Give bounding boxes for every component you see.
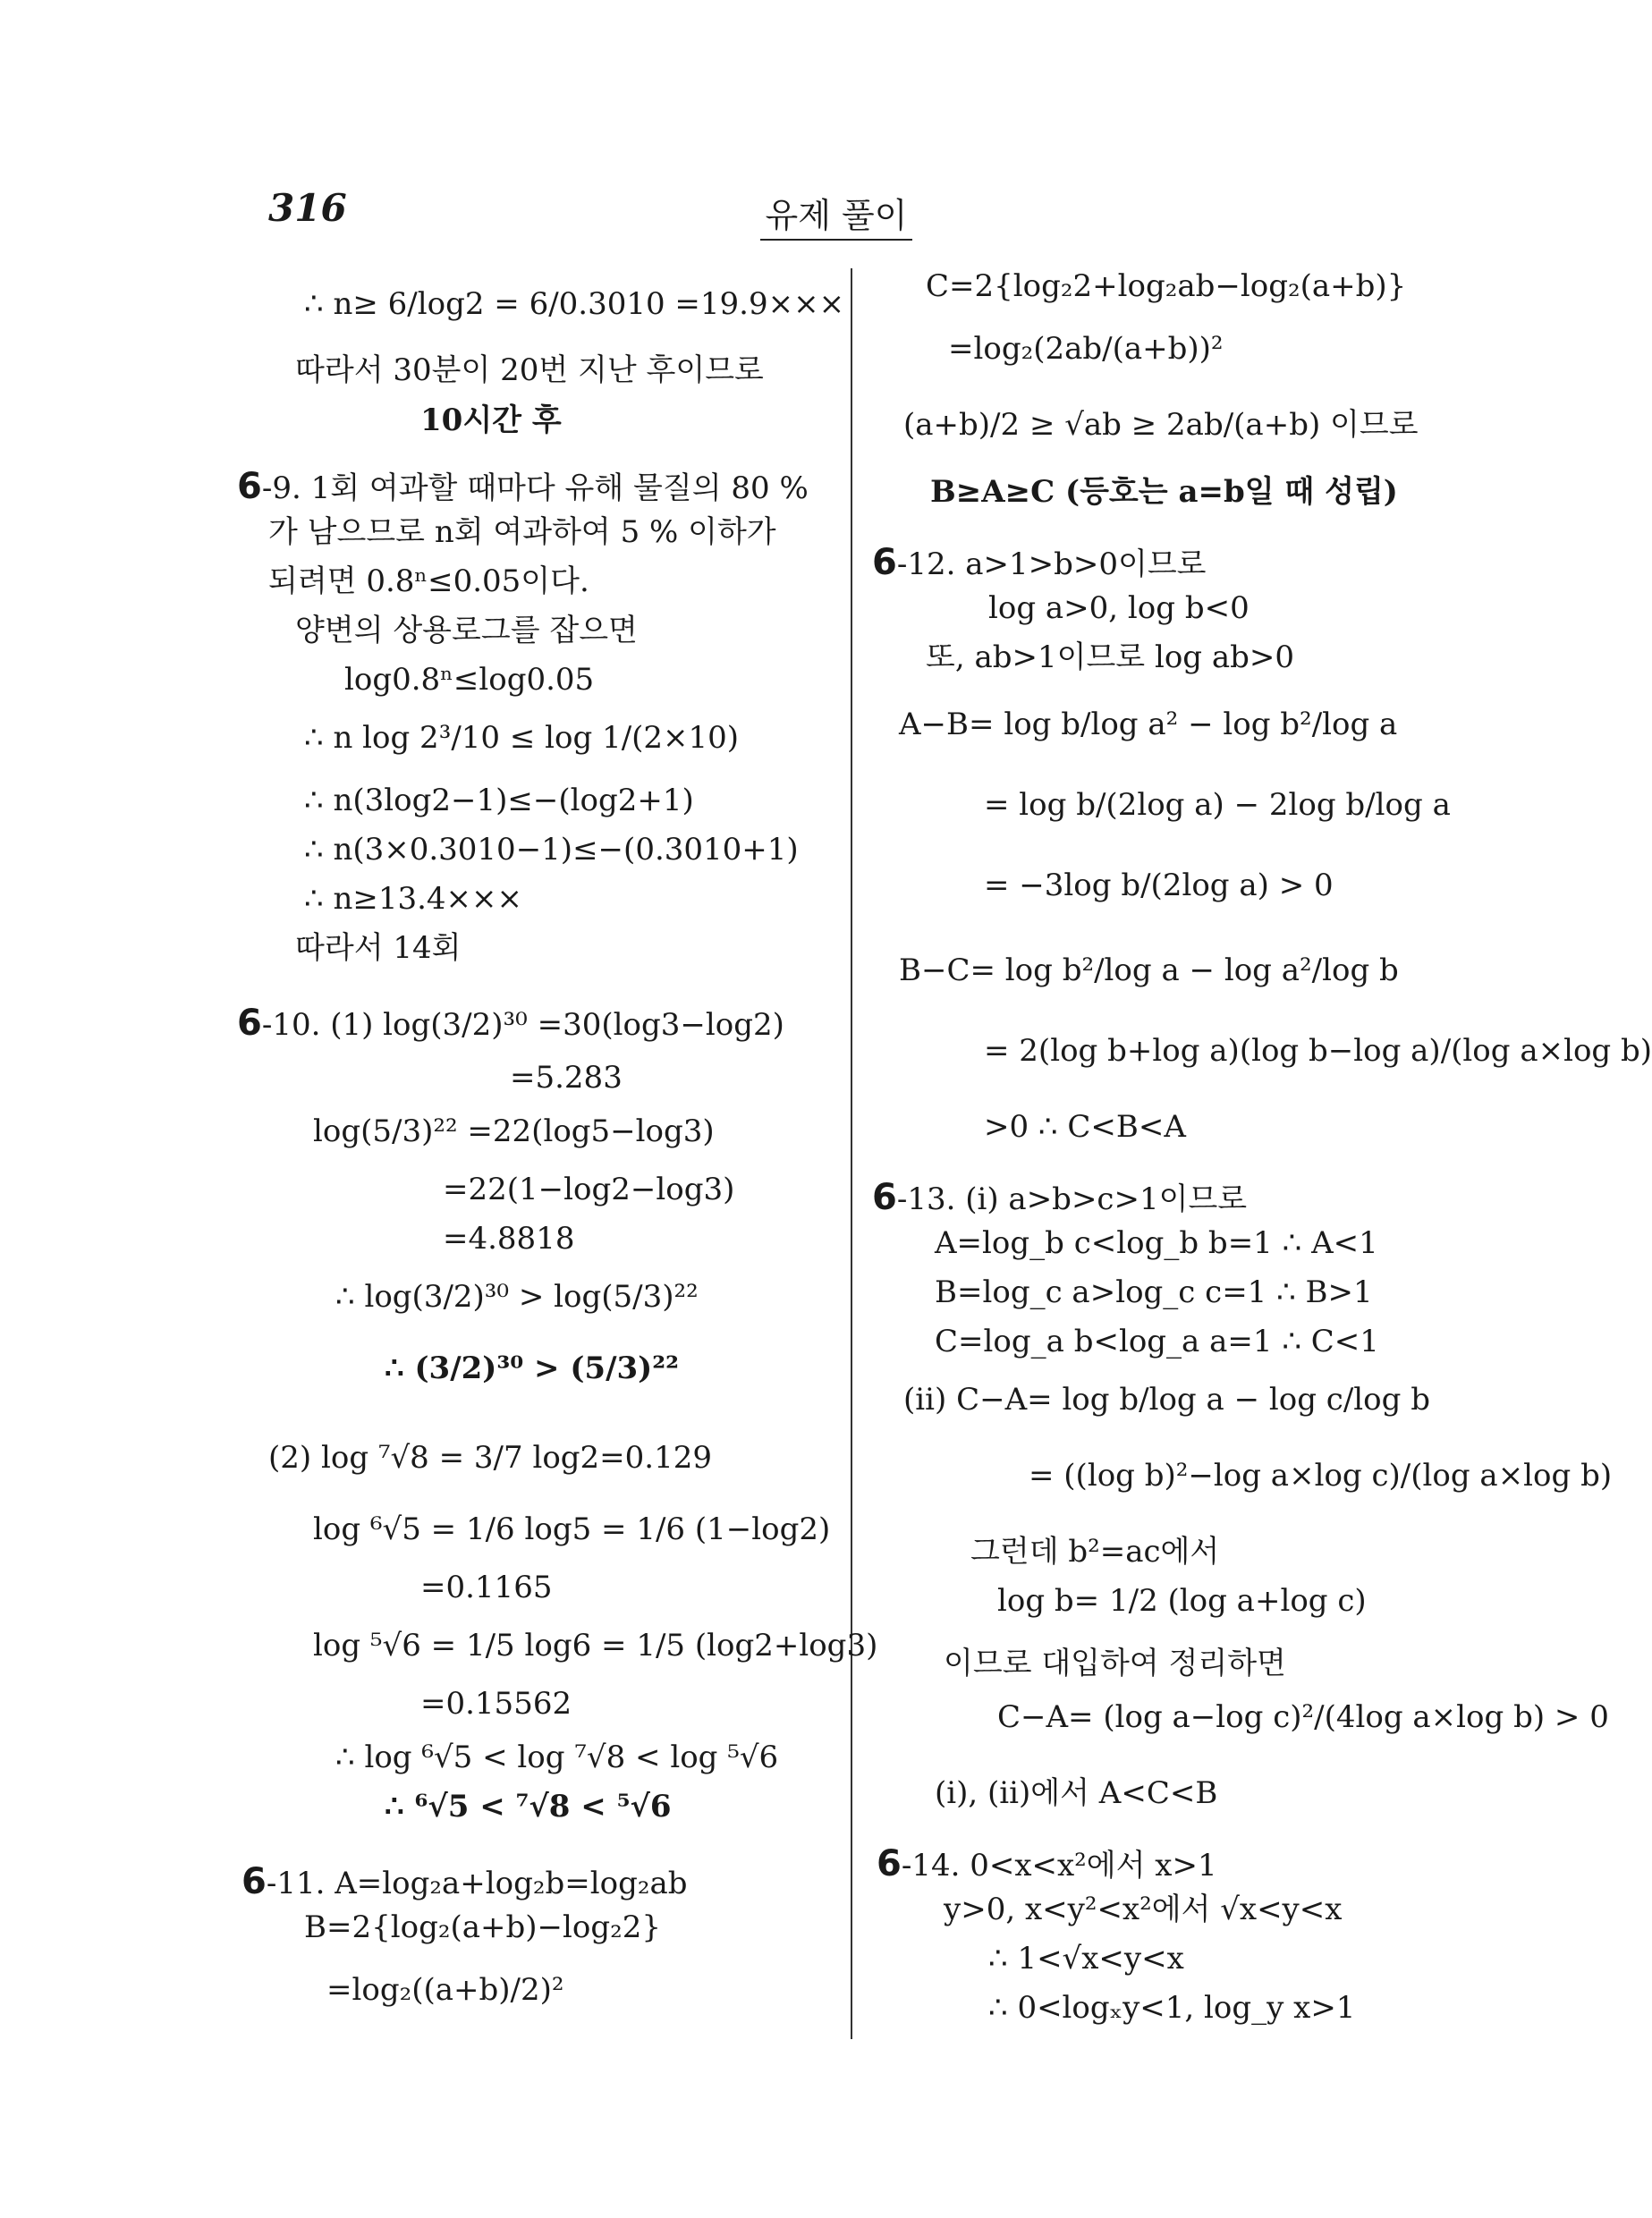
line-text: 가 남으므로 n회 여과하여 5 % 이하가	[268, 514, 776, 550]
right-column-line	[988, 590, 1250, 627]
line-text: 따라서 30분이 20번 지난 후이므로	[295, 352, 764, 388]
line-text: -12. a>1>b>0이므로	[896, 546, 1207, 582]
right-column-line	[872, 1176, 1247, 1219]
left-column-line	[304, 1909, 661, 1946]
line-text: log a>0, log b<0	[988, 590, 1250, 626]
left-column-line	[237, 1002, 784, 1045]
page-number: 316	[268, 186, 347, 230]
right-column-line	[903, 407, 1419, 444]
left-column-line	[326, 1972, 564, 2009]
line-text: =4.8818	[443, 1221, 575, 1257]
left-column-line	[241, 1860, 688, 1903]
line-text: =log₂((a+b)/2)²	[326, 1972, 564, 2008]
right-column-line	[935, 1775, 1217, 1812]
right-column-line	[903, 1382, 1430, 1418]
right-column-line	[944, 1892, 1342, 1928]
right-column-line	[926, 268, 1406, 305]
left-column-line	[295, 613, 638, 649]
left-column-line	[295, 930, 461, 967]
section-title: 유제 풀이	[760, 188, 912, 241]
right-column-line	[988, 1990, 1355, 2027]
line-text: B=log_c a>log_c c=1 ∴ B>1	[935, 1274, 1373, 1310]
left-column-line	[443, 1172, 734, 1208]
right-column-line	[872, 541, 1207, 584]
left-column-line	[313, 1511, 830, 1548]
line-text: C−A= (log a−log c)²/(4log a×log b) > 0	[997, 1699, 1609, 1735]
problem-number-mark: 6	[237, 466, 262, 507]
left-column-line	[335, 1740, 778, 1776]
problem-number-mark: 6	[872, 1177, 897, 1218]
line-text: ∴ n log 2³/10 ≤ log 1/(2×10)	[304, 720, 740, 756]
left-column-line	[304, 783, 694, 819]
left-column-line	[313, 1628, 877, 1664]
left-column-line	[510, 1060, 623, 1096]
line-text: 되려면 0.8ⁿ≤0.05이다.	[268, 563, 589, 599]
line-text: =log₂(2ab/(a+b))²	[948, 331, 1224, 367]
line-text: ∴ n(3log2−1)≤−(log2+1)	[304, 783, 694, 818]
right-column-line	[899, 952, 1399, 989]
left-column-line	[420, 1570, 552, 1606]
line-text: ∴ log(3/2)³⁰ > log(5/3)²²	[335, 1279, 699, 1315]
line-text: log ⁶√5 = 1/6 log5 = 1/6 (1−log2)	[313, 1511, 831, 1547]
left-column-line	[304, 832, 799, 868]
right-column-line	[877, 1842, 1217, 1885]
problem-number-mark: 6	[237, 1003, 262, 1044]
problem-number-mark: 6	[877, 1843, 902, 1884]
line-text: ∴ 0<logₓy<1, log_y x>1	[988, 1990, 1356, 2026]
line-text: 10시간 후	[420, 402, 562, 438]
left-column-line	[385, 1350, 679, 1387]
right-column-line	[970, 1534, 1219, 1570]
line-text: ∴ ⁶√5 < ⁷√8 < ⁵√6	[385, 1789, 672, 1824]
line-text: log b= 1/2 (log a+log c)	[997, 1583, 1367, 1619]
right-column-line	[984, 1033, 1652, 1070]
left-column-line	[304, 881, 522, 918]
left-column-line	[420, 402, 562, 439]
left-column-line	[344, 662, 594, 698]
line-text: -13. (i) a>b>c>1이므로	[896, 1181, 1248, 1217]
right-column-line	[926, 639, 1294, 676]
column-divider	[851, 268, 852, 2039]
line-text: = −3log b/(2log a) > 0	[984, 868, 1334, 903]
line-text: A−B= log b/log a² − log b²/log a	[899, 707, 1398, 742]
problem-number-mark: 6	[872, 542, 897, 583]
line-text: =5.283	[510, 1060, 623, 1096]
line-text: ∴ n(3×0.3010−1)≤−(0.3010+1)	[304, 832, 799, 868]
right-column-line	[997, 1583, 1367, 1620]
line-text: ∴ n≥ 6/log2 = 6/0.3010 =19.9×××	[304, 286, 845, 322]
right-column-line	[935, 1274, 1373, 1311]
line-text: (a+b)/2 ≥ √ab ≥ 2ab/(a+b) 이므로	[903, 407, 1419, 443]
line-text: B=2{log₂(a+b)−log₂2}	[304, 1909, 662, 1945]
right-column-line	[1029, 1458, 1612, 1494]
line-text: =22(1−log2−log3)	[443, 1172, 735, 1207]
right-column-line	[899, 707, 1397, 743]
line-text: >0 ∴ C<B<A	[984, 1109, 1186, 1145]
line-text: = log b/(2log a) − 2log b/log a	[984, 787, 1451, 823]
line-text: 따라서 14회	[295, 930, 462, 966]
left-column-line	[304, 286, 844, 323]
left-column-line	[443, 1221, 574, 1257]
right-column-line	[988, 1941, 1184, 1977]
line-text: log0.8ⁿ≤log0.05	[344, 662, 595, 698]
line-text: B−C= log b²/log a − log a²/log b	[899, 952, 1399, 988]
left-column-line	[295, 352, 764, 389]
line-text: y>0, x<y²<x²에서 √x<y<x	[944, 1892, 1343, 1927]
line-text: -9. 1회 여과할 때마다 유해 물질의 80 %	[261, 470, 809, 506]
line-text: C=log_a b<log_a a=1 ∴ C<1	[935, 1324, 1379, 1359]
line-text: 그런데 b²=ac에서	[970, 1534, 1220, 1570]
line-text: (i), (ii)에서 A<C<B	[935, 1775, 1218, 1811]
right-column-line	[944, 1646, 1286, 1682]
line-text: log(5/3)²² =22(log5−log3)	[313, 1113, 715, 1149]
left-column-line	[420, 1686, 572, 1723]
left-column-line	[237, 465, 809, 508]
line-text: ∴ (3/2)³⁰ > (5/3)²²	[385, 1350, 680, 1386]
left-column-line	[335, 1279, 699, 1316]
line-text: (ii) C−A= log b/log a − log c/log b	[903, 1382, 1430, 1418]
left-column-line	[268, 1440, 712, 1477]
right-column-line	[984, 868, 1334, 904]
right-column-line	[997, 1699, 1609, 1736]
line-text: B≥A≥C (등호는 a=b일 때 성립)	[930, 474, 1398, 510]
right-column-line	[984, 787, 1451, 824]
line-text: -14. 0<x<x²에서 x>1	[901, 1848, 1217, 1884]
line-text: A=log_b c<log_b b=1 ∴ A<1	[935, 1225, 1378, 1261]
line-text: =0.15562	[420, 1686, 572, 1722]
left-column-line	[385, 1789, 671, 1825]
line-text: (2) log ⁷√8 = 3/7 log2=0.129	[268, 1440, 713, 1476]
left-column-line	[268, 563, 589, 600]
right-column-line	[948, 331, 1224, 368]
line-text: -10. (1) log(3/2)³⁰ =30(log3−log2)	[261, 1007, 784, 1043]
left-column-line	[304, 720, 739, 757]
left-column-line	[268, 514, 776, 551]
left-column-line	[313, 1113, 715, 1150]
line-text: 양변의 상용로그를 잡으면	[295, 613, 638, 648]
line-text: 또, ab>1이므로 log ab>0	[926, 639, 1295, 675]
right-column-line	[930, 474, 1398, 511]
line-text: =0.1165	[420, 1570, 553, 1605]
problem-number-mark: 6	[241, 1861, 267, 1902]
line-text: = 2(log b+log a)(log b−log a)/(log a×log b)	[984, 1033, 1652, 1069]
line-text: = ((log b)²−log a×log c)/(log a×log b)	[1029, 1458, 1613, 1494]
line-text: ∴ log ⁶√5 < log ⁷√8 < log ⁵√6	[335, 1740, 779, 1775]
right-column-line	[984, 1109, 1186, 1146]
line-text: -11. A=log₂a+log₂b=log₂ab	[266, 1866, 688, 1901]
line-text: ∴ n≥13.4×××	[304, 881, 522, 917]
line-text: 이므로 대입하여 정리하면	[944, 1646, 1286, 1681]
line-text: C=2{log₂2+log₂ab−log₂(a+b)}	[926, 268, 1407, 304]
line-text: ∴ 1<√x<y<x	[988, 1941, 1184, 1977]
right-column-line	[935, 1225, 1378, 1262]
line-text: log ⁵√6 = 1/5 log6 = 1/5 (log2+log3)	[313, 1628, 878, 1664]
right-column-line	[935, 1324, 1379, 1360]
